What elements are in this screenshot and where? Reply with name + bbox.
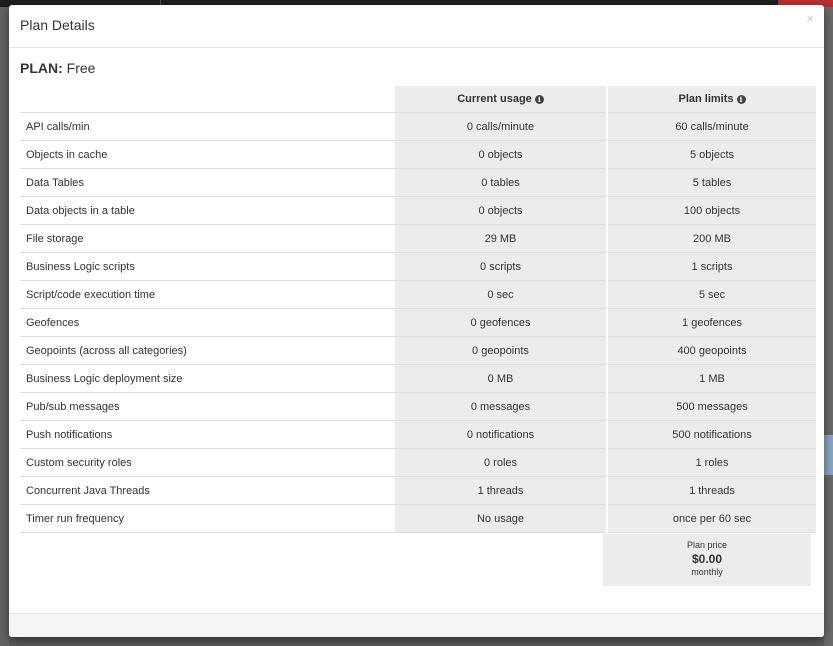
plan-limit-value: 5 sec xyxy=(608,281,816,309)
feature-name: Pub/sub messages xyxy=(20,393,395,421)
feature-name: Data Tables xyxy=(20,169,395,197)
price-label: Plan price xyxy=(686,540,728,550)
table-row xyxy=(20,365,816,393)
current-usage-value: 29 MB xyxy=(395,225,606,253)
modal-footer xyxy=(9,613,824,637)
background-left-panel xyxy=(0,7,9,646)
current-usage-value: 0 objects xyxy=(395,197,606,225)
plan-limit-value: 1 geofences xyxy=(608,309,816,337)
feature-name: Data objects in a table xyxy=(20,197,395,225)
plan-limit-value: 500 messages xyxy=(608,393,816,421)
feature-name: File storage xyxy=(20,225,395,253)
header-usage-label: Current usage xyxy=(457,93,532,105)
feature-name: Business Logic deployment size xyxy=(20,365,395,393)
header-feature xyxy=(20,86,395,113)
current-usage-value: 0 objects xyxy=(395,141,606,169)
price-period: monthly xyxy=(691,567,723,577)
feature-name: Push notifications xyxy=(20,421,395,449)
feature-name: Timer run frequency xyxy=(20,505,395,533)
table-header-row xyxy=(20,86,816,113)
plan-name: Free xyxy=(66,60,96,76)
plan-limit-value: once per 60 sec xyxy=(608,505,816,533)
current-usage-value: 0 sec xyxy=(395,281,606,309)
feature-name: API calls/min xyxy=(20,113,395,141)
info-icon[interactable]: i xyxy=(535,95,544,104)
current-usage-value: 0 messages xyxy=(395,393,606,421)
current-usage-value: No usage xyxy=(395,505,606,533)
plan-limit-value: 1 roles xyxy=(608,449,816,477)
feature-name: Concurrent Java Threads xyxy=(20,477,395,505)
modal-title: Plan Details xyxy=(20,17,95,33)
current-usage-value: 0 geopoints xyxy=(395,337,606,365)
plan-limit-value: 400 geopoints xyxy=(608,337,816,365)
background-right-panel xyxy=(824,7,833,646)
price-value: $0.00 xyxy=(691,552,723,566)
header-current-usage xyxy=(395,86,606,113)
current-usage-value: 0 MB xyxy=(395,365,606,393)
plan-limit-value: 1 scripts xyxy=(608,253,816,281)
table-row xyxy=(20,253,816,281)
feature-name: Geopoints (across all categories) xyxy=(20,337,395,365)
feature-name: Custom security roles xyxy=(20,449,395,477)
feature-name: Script/code execution time xyxy=(20,281,395,309)
plan-table xyxy=(20,86,816,533)
current-usage-value: 0 notifications xyxy=(395,421,606,449)
current-usage-value: 0 tables xyxy=(395,169,606,197)
plan-limit-value: 500 notifications xyxy=(608,421,816,449)
plan-label: PLAN: xyxy=(20,60,63,76)
modal-header xyxy=(9,5,824,48)
feature-name: Objects in cache xyxy=(20,141,395,169)
plan-details-modal xyxy=(9,5,824,637)
close-icon[interactable]: × xyxy=(806,11,814,26)
table-row xyxy=(20,393,816,421)
header-plan-limits xyxy=(608,86,816,113)
table-row xyxy=(20,309,816,337)
current-usage-value: 0 geofences xyxy=(395,309,606,337)
plan-limit-value: 1 MB xyxy=(608,365,816,393)
table-row xyxy=(20,169,816,197)
current-usage-value: 0 roles xyxy=(395,449,606,477)
table-row xyxy=(20,281,816,309)
table-row xyxy=(20,477,816,505)
table-row xyxy=(20,141,816,169)
plan-limit-value: 5 objects xyxy=(608,141,816,169)
current-usage-value: 0 calls/minute xyxy=(395,113,606,141)
plan-name-line xyxy=(20,60,95,76)
plan-limit-value: 200 MB xyxy=(608,225,816,253)
table-row xyxy=(20,421,816,449)
feature-name: Business Logic scripts xyxy=(20,253,395,281)
current-usage-value: 1 threads xyxy=(395,477,606,505)
table-row xyxy=(20,505,816,533)
info-icon[interactable]: i xyxy=(737,95,746,104)
table-row xyxy=(20,197,816,225)
table-row xyxy=(20,337,816,365)
current-usage-value: 0 scripts xyxy=(395,253,606,281)
plan-price-box xyxy=(603,534,811,586)
plan-limit-value: 100 objects xyxy=(608,197,816,225)
table-row xyxy=(20,113,816,141)
plan-limit-value: 5 tables xyxy=(608,169,816,197)
plan-limit-value: 1 threads xyxy=(608,477,816,505)
background-highlight xyxy=(824,435,833,475)
table-row xyxy=(20,449,816,477)
table-row xyxy=(20,225,816,253)
header-limits-label: Plan limits xyxy=(678,93,734,105)
feature-name: Geofences xyxy=(20,309,395,337)
plan-limit-value: 60 calls/minute xyxy=(608,113,816,141)
